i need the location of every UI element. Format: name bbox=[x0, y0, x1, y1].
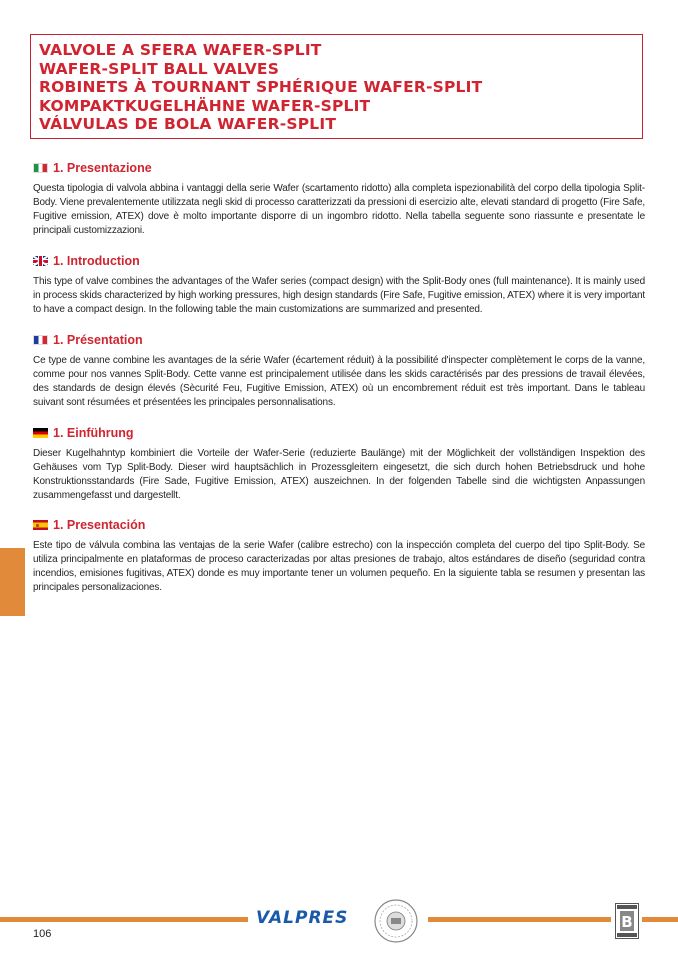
section-heading: 1. Presentazione bbox=[53, 161, 152, 175]
bonney-group-logo-icon bbox=[615, 903, 639, 939]
section-german bbox=[33, 425, 645, 503]
section-paragraph: This type of valve combines the advantages of the Wafer series (compact design) with the Split-Body ones (full maintenance). It is mainly used in process skids characterized by high working pressures, high design standards (Fire Safe, Fugitive emission, ATEX) where it is very important to have a compact design. In the following table the main customizations are summarized and presented. bbox=[33, 276, 645, 315]
section-heading: 1. Introduction bbox=[53, 254, 140, 268]
title-spanish: VÁLVULAS DE BOLA WAFER-SPLIT bbox=[39, 115, 337, 134]
side-tab-marker bbox=[0, 548, 25, 616]
uk-flag-icon bbox=[33, 256, 48, 266]
title-box bbox=[30, 34, 643, 139]
section-paragraph: Este tipo de válvula combina las ventajas de la serie Wafer (calibre estrecho) con la inspección completa del cuerpo del tipo Split-Body. Se utiliza principalmente en plataformas de proceso caracterizadas por altas presiones de trabajo, altos estándares de diseño (seguridad contra incendios, emisiones fugitivas, ATEX) donde es muy importante tener un volumen pequeño. En la siguiente tabla se resumen y presentan las principales personalizaciones. bbox=[33, 540, 645, 593]
page-number: 106 bbox=[33, 928, 52, 940]
section-english bbox=[33, 253, 645, 317]
title-italian: VALVOLE A SFERA WAFER-SPLIT bbox=[39, 41, 322, 59]
italy-flag-icon bbox=[33, 163, 48, 173]
svg-text:B: B bbox=[621, 913, 633, 931]
section-spanish bbox=[33, 517, 645, 595]
section-paragraph: Ce type de vanne combine les avantages de la série Wafer (écartement réduit) à la possibilité d'inspecter complètement le corps de la vanne, comme pour nos vannes Split-Body. Cette vanne est principalement utilisée dans les skids caractérisés par des pressions de travail élevées, des standards de design élevés (Sècurité Feu, Fugitive Emission, ATEX) où un encombrement réduit est très important. Dans le tableau suivant sont résumées et présentées les principales personnalisations. bbox=[33, 355, 645, 408]
footer-bar-right bbox=[642, 917, 678, 922]
germany-flag-icon bbox=[33, 428, 48, 438]
title-english: WAFER-SPLIT BALL VALVES bbox=[39, 59, 280, 78]
section-heading: 1. Einführung bbox=[53, 426, 134, 440]
section-french bbox=[33, 332, 645, 410]
france-flag-icon bbox=[33, 335, 48, 345]
section-paragraph: Questa tipologia di valvola abbina i vantaggi della serie Wafer (scartamento ridotto) alla completa ispezionabilità del corpo della tipologia Split-Body. Viene prevalentemente utilizzata negli skid di processo caratterizzati da pressioni di esercizio alte, elevati standard di progetto (Fire Safe, Fugitive emission, ATEX) dove è molto importante disporre di un ingombro ridotto. Nella tabella seguente sono riassunte e presentate le principali customizzazioni. bbox=[33, 183, 645, 236]
section-heading: 1. Présentation bbox=[53, 333, 143, 347]
valpres-logo: VALPRES bbox=[256, 908, 349, 928]
title-french: ROBINETS À TOURNANT SPHÉRIQUE WAFER-SPLIT bbox=[39, 78, 483, 97]
title-german: KOMPAKTKUGELHÄHNE WAFER-SPLIT bbox=[39, 96, 371, 115]
footer-bar-middle bbox=[428, 917, 611, 922]
footer-bar-left bbox=[0, 917, 248, 922]
spain-flag-icon bbox=[33, 520, 48, 530]
section-heading: 1. Presentación bbox=[53, 518, 146, 532]
section-italian bbox=[33, 160, 645, 238]
section-paragraph: Dieser Kugelhahntyp kombiniert die Vorteile der Wafer-Serie (reduzierte Baulänge) mit der Möglichkeit der vollständigen Inspektion des Gehäuses vom Typ Split-Body. Dieser wird hauptsächlich in Prozessgleitern eingesetzt, die sich durch hohen Betriebsdruck und hohe Konstruktionsstandards (Fire Sade, Fugitive Emission, ATEX) auszeichnen. In der folgenden Tabelle sind die wichtigsten Anpassungen zusammengefasst und dargestellt. bbox=[33, 448, 645, 501]
certification-seal-icon bbox=[373, 898, 419, 944]
